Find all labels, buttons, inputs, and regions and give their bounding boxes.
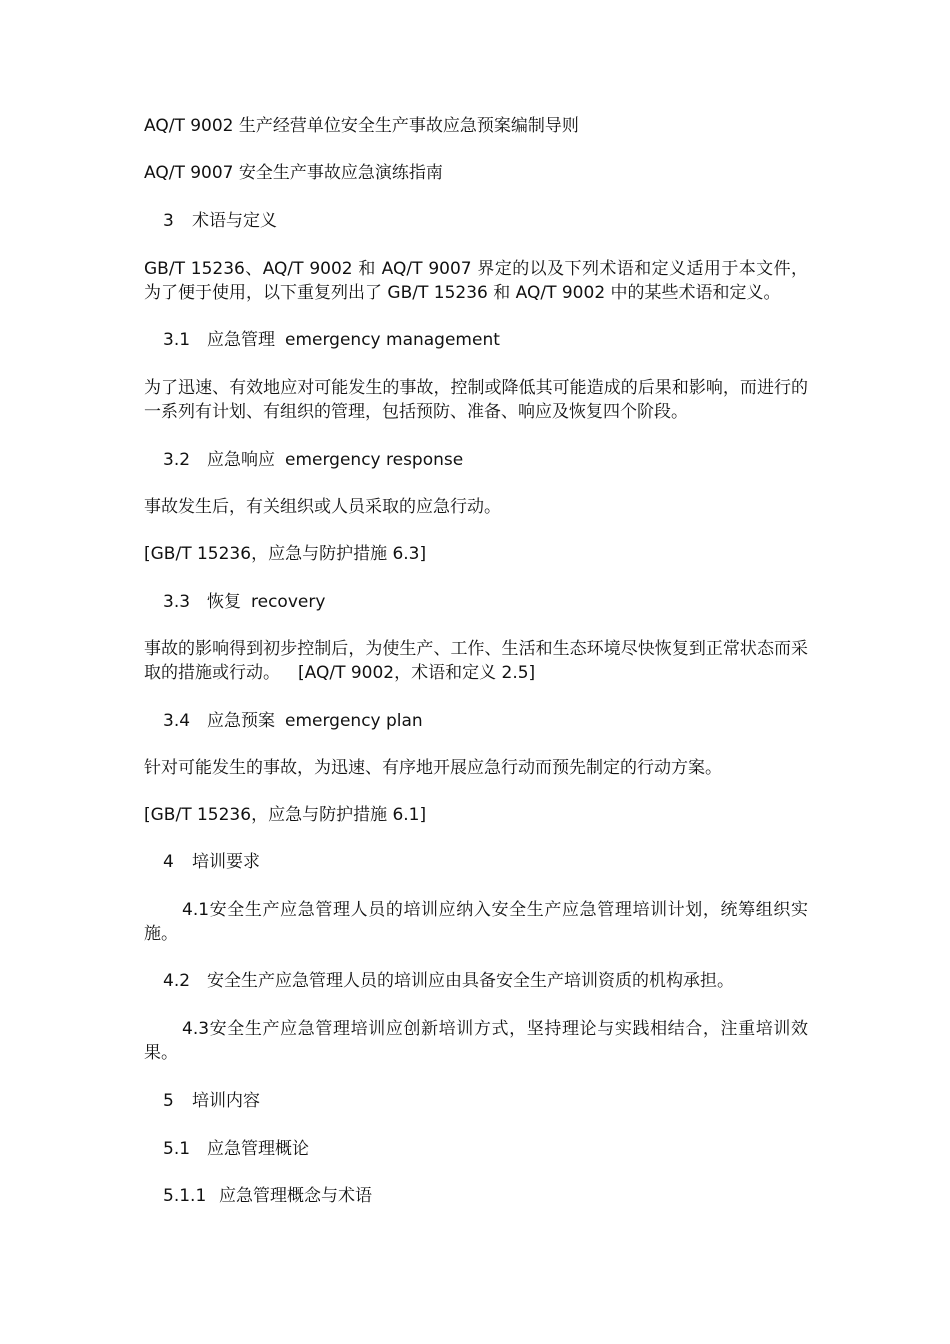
section-title: 培训内容: [192, 1091, 260, 1111]
term-number: 3.3: [163, 592, 191, 612]
term-cn: 恢复: [207, 592, 241, 612]
term-number: 3.1: [163, 330, 191, 350]
term-3-1-definition: 为了迅速、有效地应对可能发生的事故，控制或降低其可能造成的后果和影响，而进行的一系列有计划、有组织的管理，包括预防、准备、响应及恢复四个阶段。: [144, 378, 808, 422]
section-5-heading: [163, 1089, 260, 1113]
term-3-3-definition: [144, 637, 808, 685]
term-3-4-heading: [163, 709, 423, 733]
clause-number: 4.1: [182, 900, 210, 920]
term-en: emergency management: [285, 330, 500, 350]
reference-aqt9002: AQ/T 9002 生产经营单位安全生产事故应急预案编制导则: [144, 116, 579, 136]
clause-number: 4.3: [182, 1019, 210, 1039]
clause-4-2: [163, 969, 734, 993]
section-title: 术语与定义: [192, 211, 277, 231]
term-cn: 应急管理: [207, 330, 275, 350]
reference-aqt9007: AQ/T 9007 安全生产事故应急演练指南: [144, 163, 443, 183]
section-4-heading: [163, 850, 260, 874]
term-3-2-source: [GB/T 15236，应急与防护措施 6.3]: [144, 544, 427, 564]
clause-number: 4.2: [163, 971, 191, 991]
definition-text: 事故的影响得到初步控制后，为使生产、工作、生活和生态环境尽快恢复到正常状态而采取的措施或行动。: [144, 639, 808, 683]
definition-source: [AQ/T 9002，术语和定义 2.5]: [298, 663, 536, 683]
section-number: 5: [163, 1091, 174, 1111]
section-number: 5.1: [163, 1139, 191, 1159]
term-en: emergency plan: [285, 711, 423, 731]
term-number: 3.4: [163, 711, 191, 731]
term-cn: 应急预案: [207, 711, 275, 731]
section-number: 5.1.1: [163, 1186, 207, 1206]
term-cn: 应急响应: [207, 450, 275, 470]
section-number: 3: [163, 211, 174, 231]
term-3-4-definition: 针对可能发生的事故，为迅速、有序地开展应急行动而预先制定的行动方案。: [144, 758, 722, 778]
term-3-4-source: [GB/T 15236，应急与防护措施 6.1]: [144, 805, 427, 825]
clause-4-3: [144, 1017, 808, 1065]
term-3-2-definition: 事故发生后，有关组织或人员采取的应急行动。: [144, 497, 501, 517]
term-en: emergency response: [285, 450, 464, 470]
term-3-3-heading: [163, 590, 325, 614]
clause-text: 安全生产应急管理人员的培训应纳入安全生产应急管理培训计划，统筹组织实施。: [144, 900, 808, 944]
term-number: 3.2: [163, 450, 191, 470]
section-3-heading: [163, 209, 277, 233]
section-5-1-heading: [163, 1137, 309, 1161]
section-title: 应急管理概论: [207, 1139, 309, 1159]
clause-text: 安全生产应急管理培训应创新培训方式，坚持理论与实践相结合，注重培训效果。: [144, 1019, 808, 1063]
term-3-2-heading: [163, 448, 463, 472]
section-3-intro: GB/T 15236、AQ/T 9002 和 AQ/T 9007 界定的以及下列术语和定义适用于本文件，为了便于使用，以下重复列出了 GB/T 15236 和 AQ/T 9002 中的某些术语和定义。: [144, 259, 808, 303]
clause-text: 安全生产应急管理人员的培训应由具备安全生产培训资质的机构承担。: [207, 971, 734, 991]
section-5-1-1-heading: [163, 1184, 372, 1208]
section-title: 应急管理概念与术语: [219, 1186, 372, 1206]
term-3-1-heading: [163, 328, 500, 352]
section-title: 培训要求: [192, 852, 260, 872]
clause-4-1: [144, 898, 808, 946]
term-en: recovery: [251, 592, 326, 612]
section-number: 4: [163, 852, 174, 872]
